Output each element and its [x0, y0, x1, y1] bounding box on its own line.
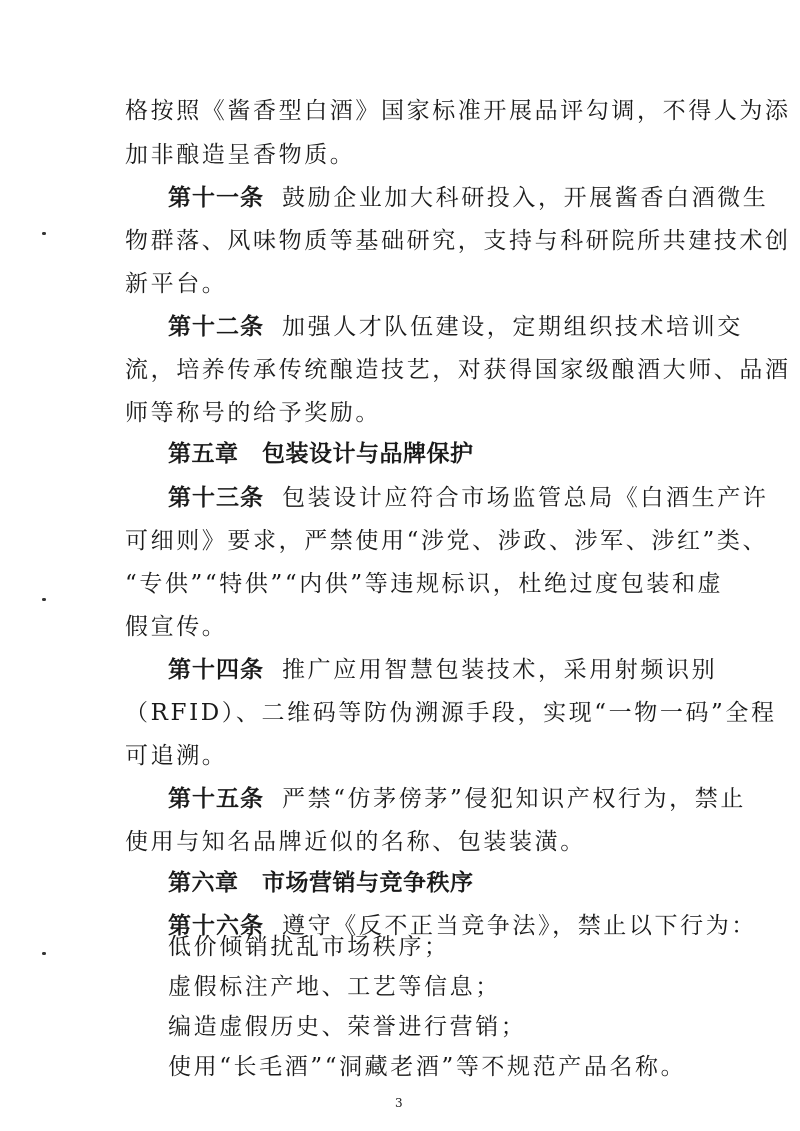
body-line [125, 526, 768, 556]
article-number: 第十三条 [168, 485, 264, 511]
line-text: 使用“长毛酒”“洞藏老酒”等不规范产品名称。 [168, 1054, 687, 1080]
scan-speck [42, 598, 46, 601]
line-text: 虚假标注产地、工艺等信息； [168, 974, 501, 1000]
list-item [168, 1012, 526, 1042]
line-text: 使用与知名品牌近似的名称、包装装潢。 [125, 829, 586, 855]
line-text: 新平台。 [125, 271, 228, 297]
body-line [125, 569, 723, 599]
body-line [125, 140, 355, 170]
body-line [125, 398, 381, 428]
line-text: （RFID）、二维码等防伪溯源手段，实现“一物一码”全程 [125, 700, 777, 726]
line-text: 假宣传。 [125, 614, 228, 640]
body-line [125, 612, 227, 642]
chapter-5-heading [168, 439, 474, 469]
line-text: 可追溯。 [125, 743, 228, 769]
line-text: 加非酿造呈香物质。 [125, 142, 356, 168]
line-text: 流，培养传承传统酿造技艺，对获得国家级酿酒大师、品酒 [125, 357, 791, 383]
article-12-line [168, 312, 743, 342]
list-item [168, 1052, 686, 1082]
line-text: 可细则》要求，严禁使用“涉党、涉政、涉军、涉红”类、 [125, 528, 769, 554]
body-line [125, 226, 791, 256]
body-line [125, 96, 791, 126]
article-14-line [168, 655, 717, 685]
scan-speck [42, 952, 46, 955]
body-line [125, 355, 791, 385]
line-text: 遵守《反不正当竞争法》，禁止以下行为： [282, 913, 757, 939]
page-number: 3 [395, 1096, 403, 1110]
line-text: 包装设计应符合市场监管总局《白酒生产许 [282, 485, 769, 511]
body-line [125, 741, 227, 771]
article-number: 第十四条 [168, 657, 264, 683]
article-number: 第十六条 [168, 913, 264, 939]
line-text: 编造虚假历史、荣誉进行营销； [168, 1014, 527, 1040]
chapter-6-heading [168, 868, 474, 898]
line-text: 严禁“仿茅傍茅”侵犯知识产权行为，禁止 [282, 786, 746, 812]
body-line [125, 698, 777, 728]
body-line [125, 827, 586, 857]
line-text: 推广应用智慧包装技术，采用射频识别 [282, 657, 718, 683]
body-line [125, 269, 227, 299]
line-text: 格按照《酱香型白酒》国家标准开展品评勾调，不得人为添 [125, 98, 791, 124]
heading-text: 第六章 市场营销与竞争秩序 [168, 870, 474, 896]
line-text: “专供”“特供”“内供”等违规标识，杜绝过度包装和虚 [125, 571, 724, 597]
line-text: 鼓励企业加大科研投入，开展酱香白酒微生 [282, 185, 769, 211]
article-11-line [168, 183, 768, 213]
article-number: 第十一条 [168, 185, 264, 211]
scan-speck [42, 232, 46, 235]
list-item [168, 932, 450, 962]
line-text: 师等称号的给予奖励。 [125, 400, 381, 426]
line-text: 低价倾销扰乱市场秩序； [168, 934, 450, 960]
line-text: 物群落、风味物质等基础研究，支持与科研院所共建技术创 [125, 228, 791, 254]
list-item [168, 972, 501, 1002]
article-15-line [168, 784, 746, 814]
line-text: 加强人才队伍建设，定期组织技术培训交 [282, 314, 743, 340]
heading-text: 第五章 包装设计与品牌保护 [168, 441, 474, 467]
article-number: 第十二条 [168, 314, 264, 340]
article-13-line [168, 483, 768, 513]
article-number: 第十五条 [168, 786, 264, 812]
